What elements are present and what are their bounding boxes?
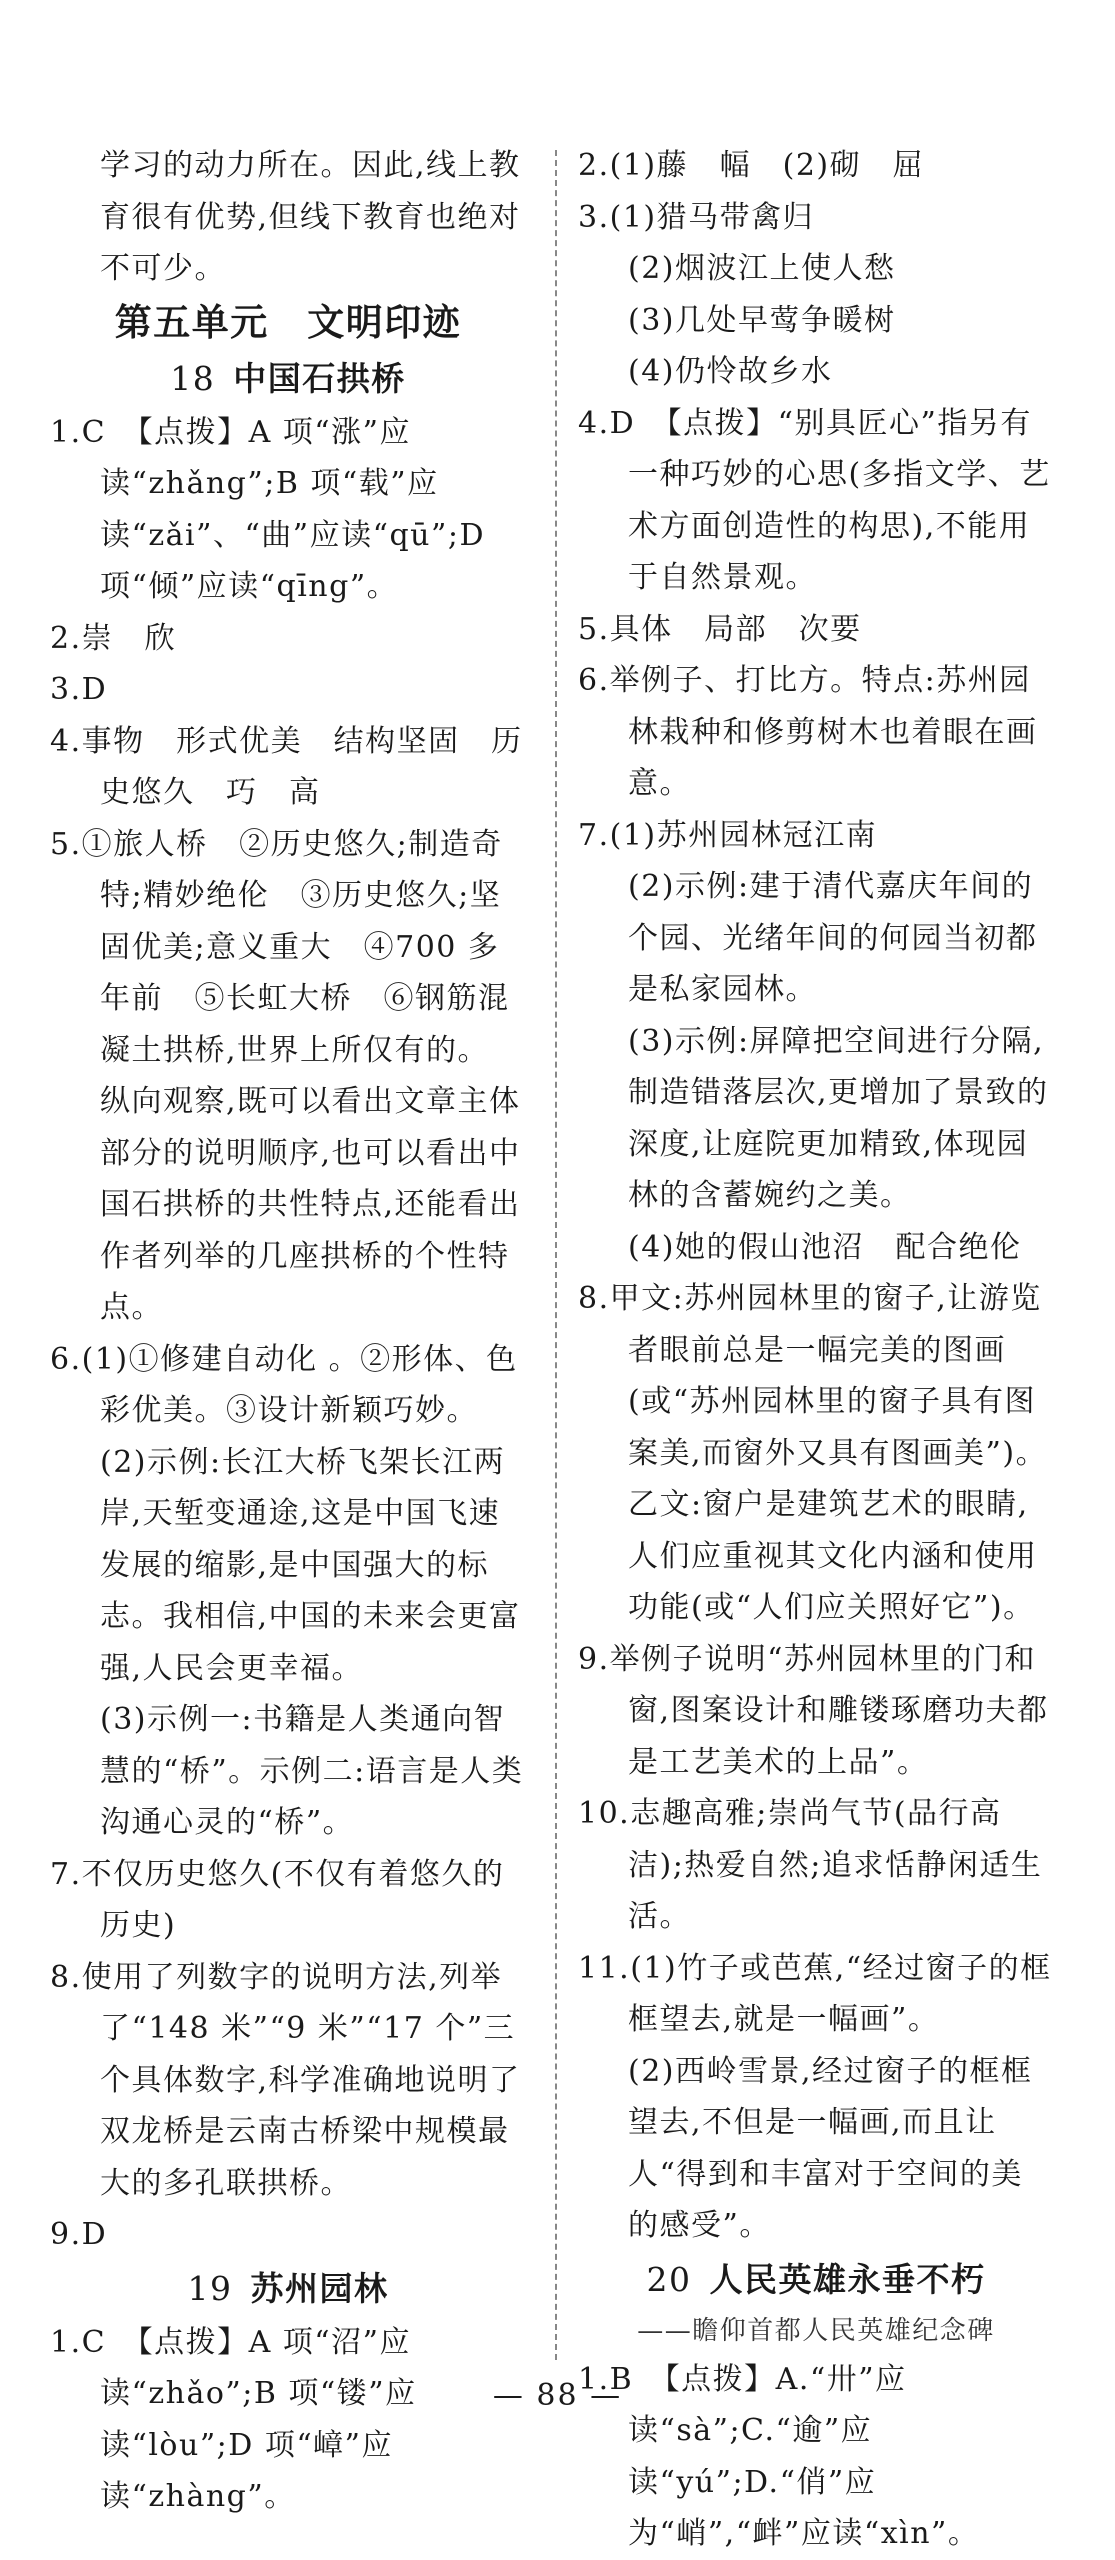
answer-item: 2.(1)藤 幅 (2)砌 屈 xyxy=(578,148,925,183)
left-column xyxy=(50,140,526,2523)
answer-item: 3.(1)猎马带禽归 xyxy=(578,199,815,235)
unit-title: 第五单元 文明印迹 xyxy=(114,300,462,344)
answer-item: 8.甲文:苏州园林里的窗子,让游览者眼前总是一幅完美的图画(或“苏州园林里的窗子具有图案美,而窗外又具有图画美”)。乙文:窗户是建筑艺术的眼睛,人们应重视其文化内涵和使用功能(或“人们应关照好它”)。 xyxy=(578,1281,1048,1625)
lesson-title xyxy=(50,351,526,407)
answer-item: 11.(1)竹子或芭蕉,“经过窗子的框框望去,就是一幅画”。 xyxy=(578,1950,1052,2037)
answer-item: 5.①旅人桥 ②历史悠久;制造奇特;精妙绝伦 ③历史悠久;坚固优美;意义重大 ④700 多年前 ⑤长虹大桥 ⑥钢筋混凝土拱桥,世界上所仅有的。 xyxy=(50,826,510,1068)
answer-item: 4.事物 形式优美 结构坚固 历史悠久 巧 高 xyxy=(50,723,523,810)
answer-item: 4.D 【点拨】“别具匠心”指另有一种巧妙的心思(多指文学、艺术方面创造性的构思),不能用于自然景观。 xyxy=(578,405,1051,595)
lesson-title xyxy=(578,2252,1054,2308)
lesson-number: 20 xyxy=(646,2259,692,2299)
answer-text: 纵向观察,既可以看出文章主体部分的说明顺序,也可以看出中国石拱桥的共性特点,还能看出作者列举的几座拱桥的个性特点。 xyxy=(100,1084,521,1325)
answer-text: (2)示例:建于清代嘉庆年间的个园、光绪年间的何园当初都是私家园林。 xyxy=(628,869,1038,1007)
answer-text: (2)西岭雪景,经过窗子的框框望去,不但是一幅画,而且让人“得到和丰富对于空间的美的感受”。 xyxy=(628,2053,1033,2243)
lesson-number: 18 xyxy=(170,358,216,398)
answer-item: 7.不仅历史悠久(不仅有着悠久的历史) xyxy=(50,1856,505,1943)
right-column xyxy=(578,140,1054,2560)
column-divider xyxy=(555,150,557,2360)
lesson-name: 人民英雄永垂不朽 xyxy=(709,2259,986,2299)
answer-item: 7.(1)苏州园林冠江南 xyxy=(578,817,878,853)
lesson-name: 苏州园林 xyxy=(250,2268,389,2308)
answer-text: (2)烟波江上使人愁 xyxy=(628,251,896,286)
answer-text: (2)示例:长江大桥飞架长江两岸,天堑变通途,这是中国飞速发展的缩影,是中国强大的标志。我相信,中国的未来会更富强,人民会更幸福。 xyxy=(100,1444,521,1686)
answer-text: 学习的动力所在。因此,线上教育很有优势,但线下教育也绝对不可少。 xyxy=(100,148,521,286)
answer-item: 10.志趣高雅;崇尚气节(品行高洁);热爱自然;追求恬静闲适生活。 xyxy=(578,1796,1043,1934)
answer-item: 2.崇 欣 xyxy=(50,620,177,656)
lesson-subtitle: ——瞻仰首都人民英雄纪念碑 xyxy=(637,2315,995,2346)
answer-item: 3.D xyxy=(50,672,108,707)
answer-text: (4)仍怜故乡水 xyxy=(628,354,833,389)
answer-text: (4)她的假山池沼 配合绝伦 xyxy=(628,1229,1022,1265)
answer-text: (3)示例:屏障把空间进行分隔,制造错落层次,更增加了景致的深度,让庭院更加精致,体现园林的含蓄婉约之美。 xyxy=(628,1023,1049,1213)
answer-item: 8.使用了列数字的说明方法,列举了“148 米”“9 米”“17 个”三个具体数字,科学准确地说明了双龙桥是云南古桥梁中规模最大的多孔联拱桥。 xyxy=(50,1959,521,2201)
answer-item: 9.举例子说明“苏州园林里的门和窗,图案设计和雕镂琢磨功夫都是工艺美术的上品”。 xyxy=(578,1641,1049,1780)
page-number: — 88 — xyxy=(492,2378,623,2413)
answer-item: 9.D xyxy=(50,2217,108,2252)
answer-item: 1.B 【点拨】A.“卅”应读“sà”;C.“逾”应读“yú”;D.“俏”应为“峭”,“衅”应读“xìn”。 xyxy=(578,2361,980,2551)
answer-item: 6.举例子、打比方。特点:苏州园林栽种和修剪树木也着眼在画意。 xyxy=(578,663,1038,801)
lesson-title xyxy=(50,2261,526,2317)
answer-item: 5.具体 局部 次要 xyxy=(578,611,862,647)
answer-text: (3)几处早莺争暖树 xyxy=(628,302,896,338)
answer-item: 1.C 【点拨】A 项“沼”应读“zhǎo”;B 项“镂”应读“lòu”;D 项“嶂”应读“zhàng”。 xyxy=(50,2324,417,2514)
answer-item: 6.(1)①修建自动化 。②形体、色彩优美。③设计新颖巧妙。 xyxy=(50,1341,518,1428)
answer-item: 1.C 【点拨】A 项“涨”应读“zhǎng”;B 项“载”应读“zǎi”、“曲”应读“qū”;D 项“倾”应读“qīng”。 xyxy=(50,414,485,604)
lesson-name: 中国石拱桥 xyxy=(233,358,406,398)
answer-text: (3)示例一:书籍是人类通向智慧的“桥”。示例二:语言是人类沟通心灵的“桥”。 xyxy=(100,1702,524,1840)
lesson-number: 19 xyxy=(187,2268,233,2308)
